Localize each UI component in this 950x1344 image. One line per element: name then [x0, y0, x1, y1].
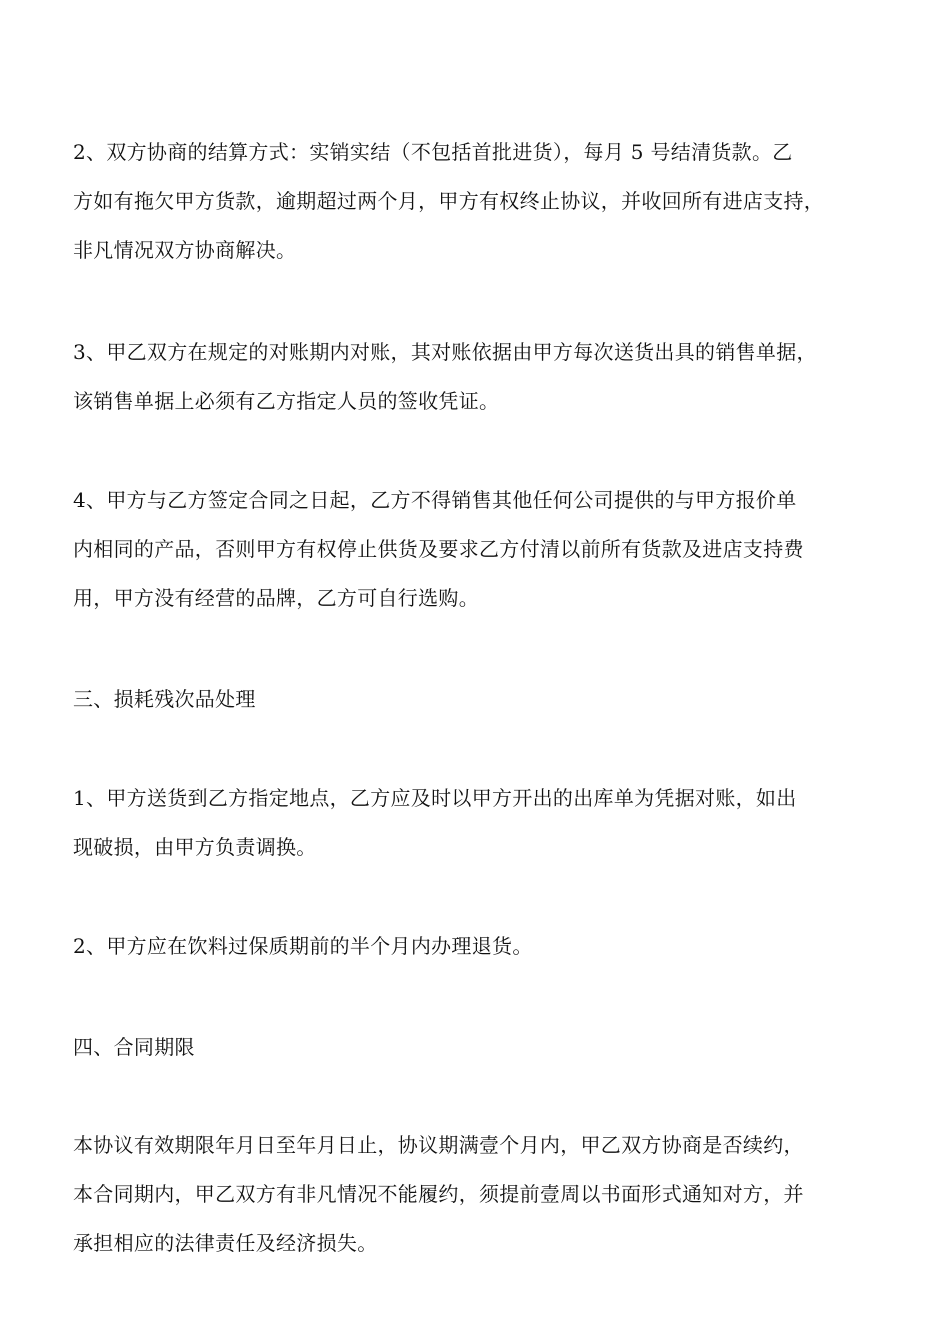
text-line: 内相同的产品，否则甲方有权停止供货及要求乙方付清以前所有货款及进店支持费 — [73, 537, 804, 561]
clause-reconciliation — [73, 328, 893, 426]
section-heading: 四、合同期限 — [73, 1035, 195, 1059]
clause-term-validity — [73, 1121, 893, 1268]
clause-returns — [73, 922, 893, 971]
text-line: 非凡情况双方协商解决。 — [73, 238, 297, 262]
text-line: 1、甲方送货到乙方指定地点，乙方应及时以甲方开出的出库单为凭据对账，如出 — [73, 786, 797, 810]
text-line: 方如有拖欠甲方货款，逾期超过两个月，甲方有权终止协议，并收回所有进店支持， — [73, 189, 825, 213]
section-heading: 三、损耗残次品处理 — [73, 687, 256, 711]
text-line: 4、甲方与乙方签定合同之日起，乙方不得销售其他任何公司提供的与甲方报价单 — [73, 488, 797, 512]
clause-settlement-method — [73, 128, 893, 275]
clause-delivery-breakage — [73, 774, 893, 872]
section-heading-contract-term — [73, 1023, 893, 1072]
text-line: 本合同期内，甲乙双方有非凡情况不能履约，须提前壹周以书面形式通知对方，并 — [73, 1182, 804, 1206]
text-line: 现破损，由甲方负责调换。 — [73, 835, 317, 859]
text-line: 本协议有效期限年月日至年月日止，协议期满壹个月内，甲乙双方协商是否续约， — [73, 1133, 804, 1157]
text-line: 该销售单据上必须有乙方指定人员的签收凭证。 — [73, 389, 500, 413]
section-heading-damaged-goods — [73, 675, 893, 724]
text-line: 2、双方协商的结算方式：实销实结（不包括首批进货），每月 5 号结清货款。乙 — [73, 140, 793, 164]
text-line: 2、甲方应在饮料过保质期前的半个月内办理退货。 — [73, 934, 533, 958]
text-line: 用，甲方没有经营的品牌，乙方可自行选购。 — [73, 586, 479, 610]
text-line: 3、甲乙双方在规定的对账期内对账，其对账依据由甲方每次送货出具的销售单据， — [73, 340, 817, 364]
text-line: 承担相应的法律责任及经济损失。 — [73, 1231, 378, 1255]
clause-exclusivity — [73, 476, 893, 623]
